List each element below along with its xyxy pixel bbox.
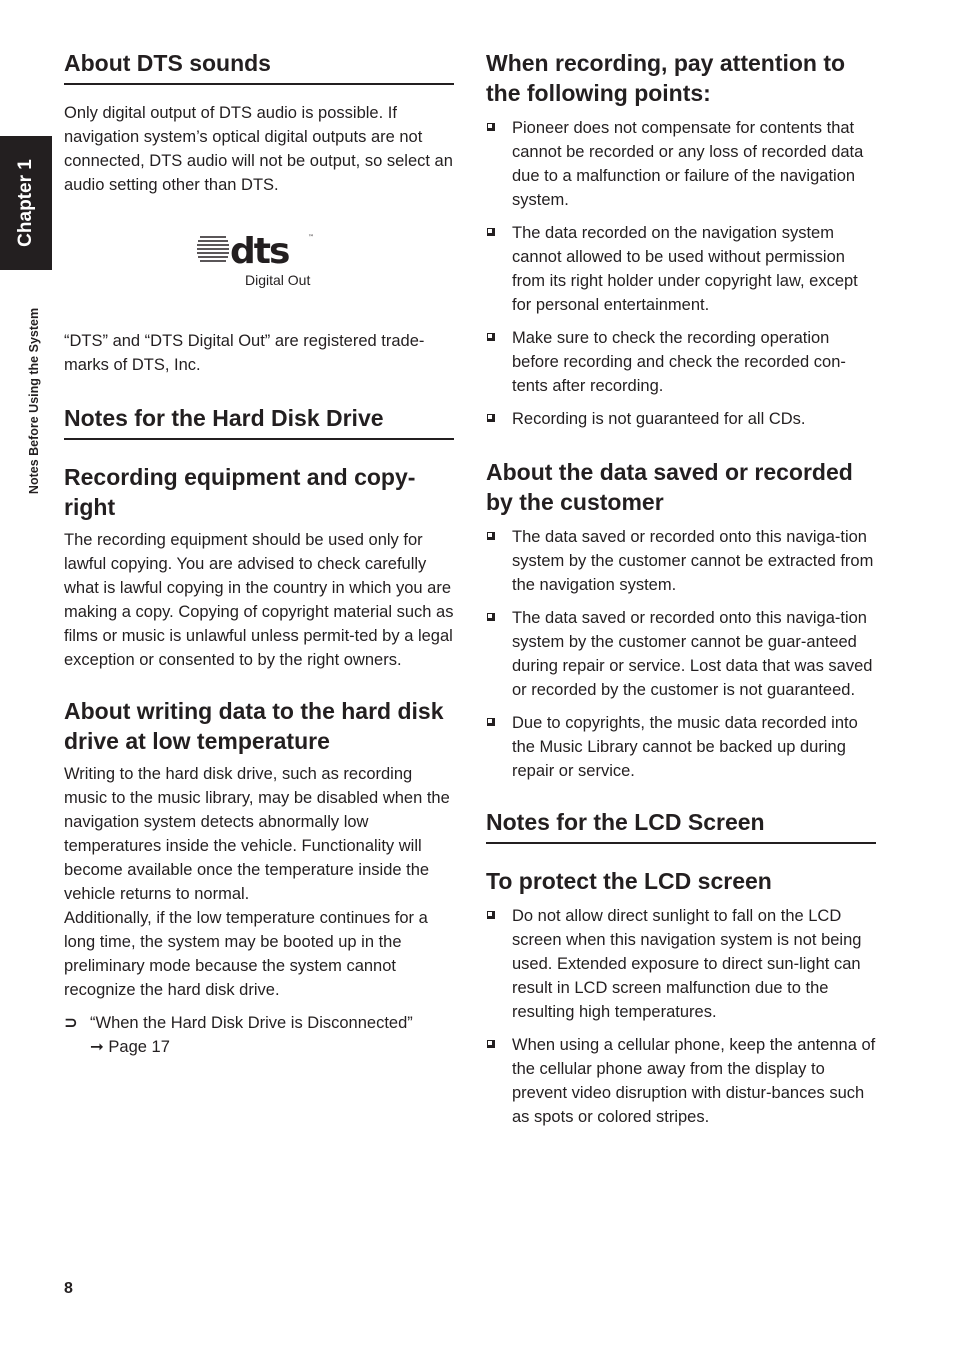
dts-body: Only digital output of DTS audio is possible. If navigation system’s optical digital outputs are not connected, DTS audio will not be output, so select an audio setting other than DTS. bbox=[64, 104, 453, 194]
checkbox-bullet-icon bbox=[487, 414, 495, 422]
low-temp-body-2: Additionally, if the low temperature continues for a long time, the system may be booted up in the preliminary mode because the system cannot recognize the hard disk drive. bbox=[64, 909, 428, 999]
trademark-symbol: ™ bbox=[308, 234, 314, 241]
recording-equipment-body: The recording equipment should be used only for lawful copying. You are advised to check carefully what is lawful copying in the country in which you are making a copy. Copying of copyright material such as films or music is unlawful unless permit-ted by a legal exception or consented to by the right owners. bbox=[64, 531, 454, 669]
page-number: 8 bbox=[64, 1280, 73, 1297]
customer-data-heading: About the data saved or recorded by the customer bbox=[486, 459, 853, 515]
checkbox-bullet-icon bbox=[487, 911, 495, 919]
list-item: Do not allow direct sunlight to fall on the LCD screen when this navigation system is not being used. Extended exposure to direct sun-light can result in LCD screen malfunction due to the resulting high temperatures. bbox=[486, 904, 876, 1024]
protect-lcd-heading: To protect the LCD screen bbox=[486, 868, 772, 894]
checkbox-bullet-icon bbox=[487, 718, 495, 726]
checkbox-bullet-icon bbox=[487, 613, 495, 621]
dts-wordmark: dts bbox=[230, 231, 289, 272]
list-item: The data recorded on the navigation system cannot allowed to be used without permission from its right holder under copyright law, except for personal entertainment. bbox=[486, 221, 876, 317]
list-item: Due to copyrights, the music data recorded into the Music Library cannot be backed up during repair or service. bbox=[486, 711, 876, 783]
page-arrow-icon: ➞ bbox=[90, 1038, 104, 1056]
chapter-label: Chapter 1 bbox=[15, 159, 36, 247]
list-item: Pioneer does not compensate for contents that cannot be recorded or any loss of recorded data due to a malfunction or failure of the navigation system. bbox=[486, 116, 876, 212]
low-temp-heading: About writing data to the hard disk drive at low temperature bbox=[64, 698, 444, 754]
protect-lcd-list bbox=[486, 904, 876, 1129]
digital-out-caption: Digital Out bbox=[245, 272, 311, 288]
checkbox-bullet-icon bbox=[487, 532, 495, 540]
hdd-heading: Notes for the Hard Disk Drive bbox=[64, 403, 454, 440]
list-item: The data saved or recorded onto this naviga-tion system by the customer cannot be guar-anteed during repair or service. Lost data that was saved or recorded by the customer is not guaranteed. bbox=[486, 606, 876, 702]
cross-reference[interactable] bbox=[64, 1011, 454, 1059]
recording-attention-heading: When recording, pay attention to the following points: bbox=[486, 50, 846, 106]
section-side-label: Notes Before Using the System bbox=[27, 307, 41, 495]
left-column bbox=[64, 48, 454, 1059]
checkbox-bullet-icon bbox=[487, 333, 495, 341]
cross-reference-hook-icon: ⊃ bbox=[64, 1014, 78, 1032]
cross-reference-page: Page 17 bbox=[108, 1038, 170, 1056]
checkbox-bullet-icon bbox=[487, 1040, 495, 1048]
dts-digital-out-logo bbox=[196, 231, 326, 293]
customer-data-list bbox=[486, 525, 876, 783]
dts-heading: About DTS sounds bbox=[64, 48, 454, 85]
list-item: Recording is not guaranteed for all CDs. bbox=[486, 407, 876, 431]
list-item: Make sure to check the recording operation before recording and check the recorded con-tents after recording. bbox=[486, 326, 876, 398]
cross-reference-text: “When the Hard Disk Drive is Disconnected” bbox=[90, 1014, 413, 1032]
right-column bbox=[486, 48, 876, 1138]
list-item: When using a cellular phone, keep the antenna of the cellular phone away from the display to prevent video disruption with distur-bances such as spots or colored stripes. bbox=[486, 1033, 876, 1129]
low-temp-body-1: Writing to the hard disk drive, such as recording music to the music library, may be disabled when the navigation system detects abnormally low temperatures inside the vehicle. Functionality will become available once the temperature inside the vehicle returns to normal. bbox=[64, 765, 450, 903]
checkbox-bullet-icon bbox=[487, 228, 495, 236]
lcd-heading: Notes for the LCD Screen bbox=[486, 807, 876, 844]
recording-attention-list bbox=[486, 116, 876, 431]
recording-equipment-heading: Recording equipment and copy-right bbox=[64, 464, 416, 520]
trademark-note: “DTS” and “DTS Digital Out” are registered trade-marks of DTS, Inc. bbox=[64, 332, 425, 374]
checkbox-bullet-icon bbox=[487, 123, 495, 131]
chapter-tab bbox=[0, 136, 52, 270]
list-item: The data saved or recorded onto this naviga-tion system by the customer cannot be extracted from the navigation system. bbox=[486, 525, 876, 597]
